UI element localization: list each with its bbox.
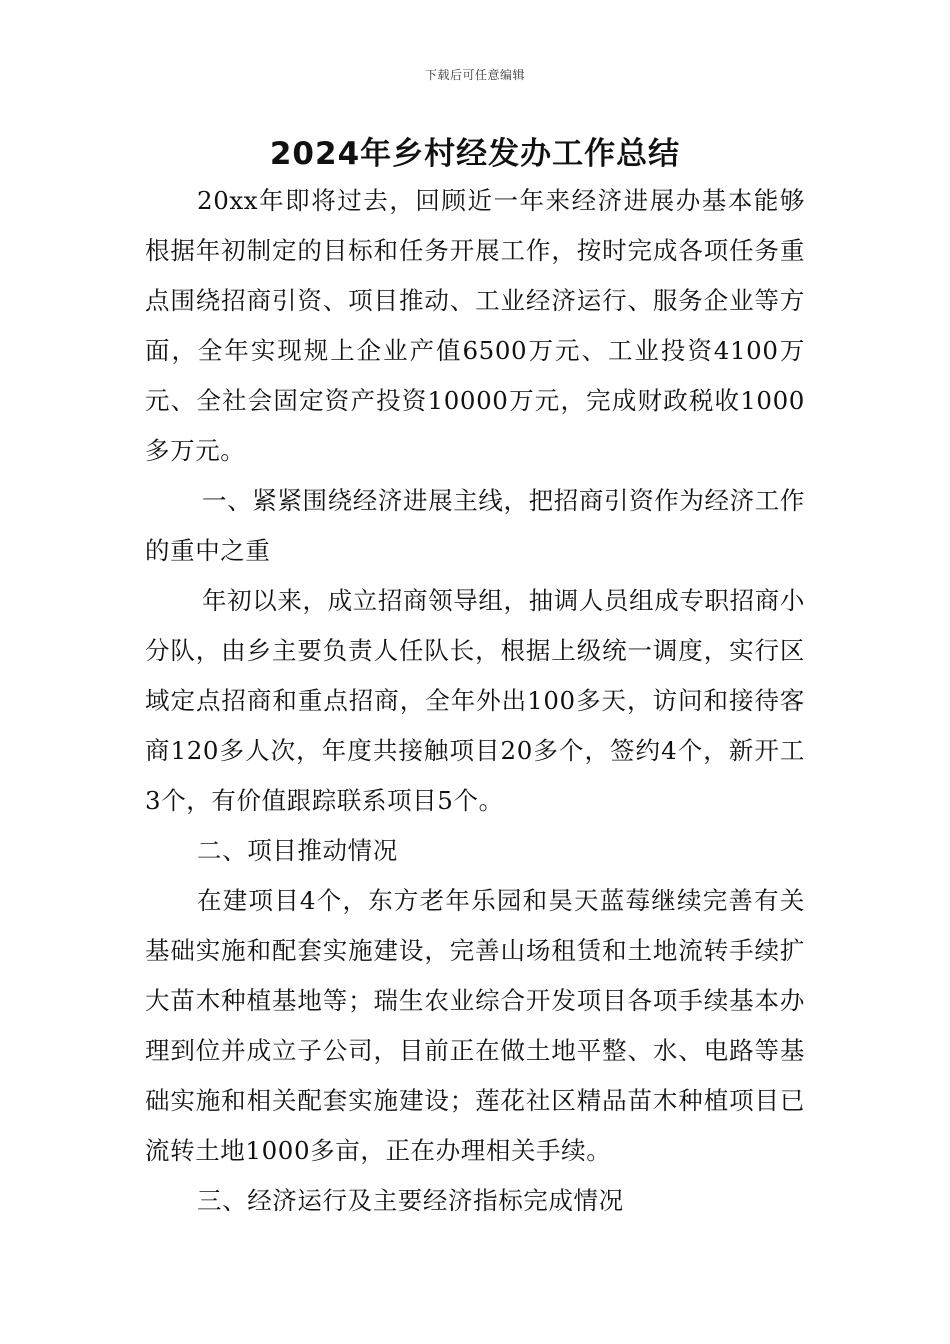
document-title: 2024年乡村经发办工作总结 — [269, 136, 681, 172]
paragraph-projects: 在建项目4个，东方老年乐园和昊天蓝莓继续完善有关基础实施和配套实施建设，完善山场租赁和土地流转手续扩大苗木种植基地等；瑞生农业综合开发项目各项手续基本办理到位并成立子公司，目前正在做土地平整、水、电路等基础实施和相关配套实施建设；莲花社区精品苗木种植项目已流转土地1000多亩，正在办理相关手续。 — [145, 886, 805, 1165]
section-heading-3: 三、经济运行及主要经济指标完成情况 — [197, 1186, 624, 1215]
paragraph-intro: 20xx年即将过去，回顾近一年来经济进展办基本能够根据年初制定的目标和任务开展工作，按时完成各项任务重点围绕招商引资、项目推动、工业经济运行、服务企业等方面，全年实现规上企业产值6500万元、工业投资4100万元、全社会固定资产投资10000万元，完成财政税收1000多万元。 — [145, 186, 805, 465]
header-note: 下载后可任意编辑 — [424, 68, 525, 82]
document-body — [145, 176, 805, 1226]
section-heading-2: 二、项目推动情况 — [197, 836, 398, 865]
section-heading-1: 一、紧紧围绕经济进展主线，把招商引资作为经济工作的重中之重 — [145, 486, 805, 565]
paragraph-investment: 年初以来，成立招商领导组，抽调人员组成专职招商小分队，由乡主要负责人任队长，根据上级统一调度，实行区域定点招商和重点招商，全年外出100多天，访问和接待客商120多人次，年度共接触项目20多个，签约4个，新开工3个，有价值跟踪联系项目5个。 — [145, 586, 805, 815]
